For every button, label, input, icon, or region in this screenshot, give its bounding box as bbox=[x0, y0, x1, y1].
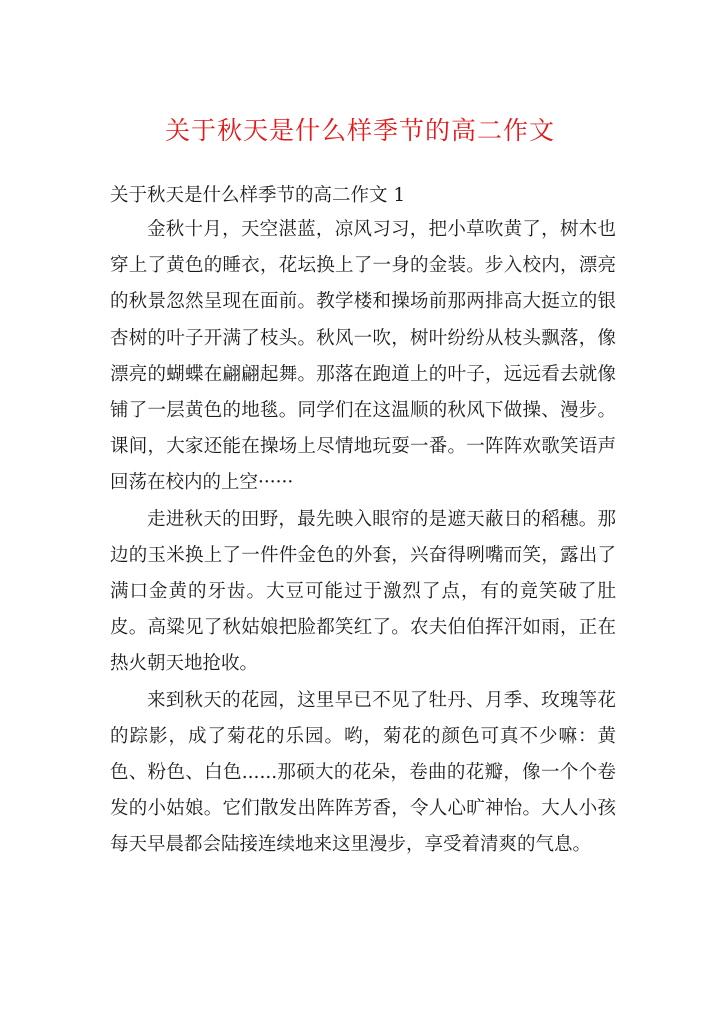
paragraph-3: 来到秋天的花园，这里早已不见了牡丹、月季、玫瑰等花的踪影，成了菊花的乐园。哟，菊花的颜色可真不少嘛：黄色、粉色、白色......那硕大的花朵，卷曲的花瓣，像一个个卷发的小姑娘。它们散发出阵阵芳香，令人心旷神怡。大人小孩每天早晨都会陆接连续地来这里漫步，享受着清爽的气息。 bbox=[110, 689, 616, 856]
document-title: 关于秋天是什么样季节的高二作文 bbox=[164, 116, 555, 145]
paragraph-2: 走进秋天的田野，最先映入眼帘的是遮天蔽日的稻穗。那边的玉米换上了一件件金色的外套，兴奋得咧嘴而笑，露出了满口金黄的牙齿。大豆可能过于激烈了点，有的竟笑破了肚皮。高粱见了秋姑娘把脸都笑红了。农夫伯伯挥汗如雨，正在热火朝天地抢收。 bbox=[110, 508, 616, 675]
essay-subtitle: 关于秋天是什么样季节的高二作文 1 bbox=[110, 185, 406, 206]
paragraph-1: 金秋十月，天空湛蓝，凉风习习，把小草吹黄了，树木也穿上了黄色的睡衣，花坛换上了一身的金装。步入校内，漂亮的秋景忽然呈现在面前。教学楼和操场前那两排高大挺立的银杏树的叶子开满了枝头。秋风一吹，树叶纷纷从枝头飘落，像漂亮的蝴蝶在翩翩起舞。那落在跑道上的叶子，远远看去就像铺了一层黄色的地毯。同学们在这温顺的秋风下做操、漫步。课间，大家还能在操场上尽情地玩耍一番。一阵阵欢歌笑语声回荡在校内的上空······ bbox=[110, 219, 616, 494]
essay-body bbox=[110, 212, 616, 864]
